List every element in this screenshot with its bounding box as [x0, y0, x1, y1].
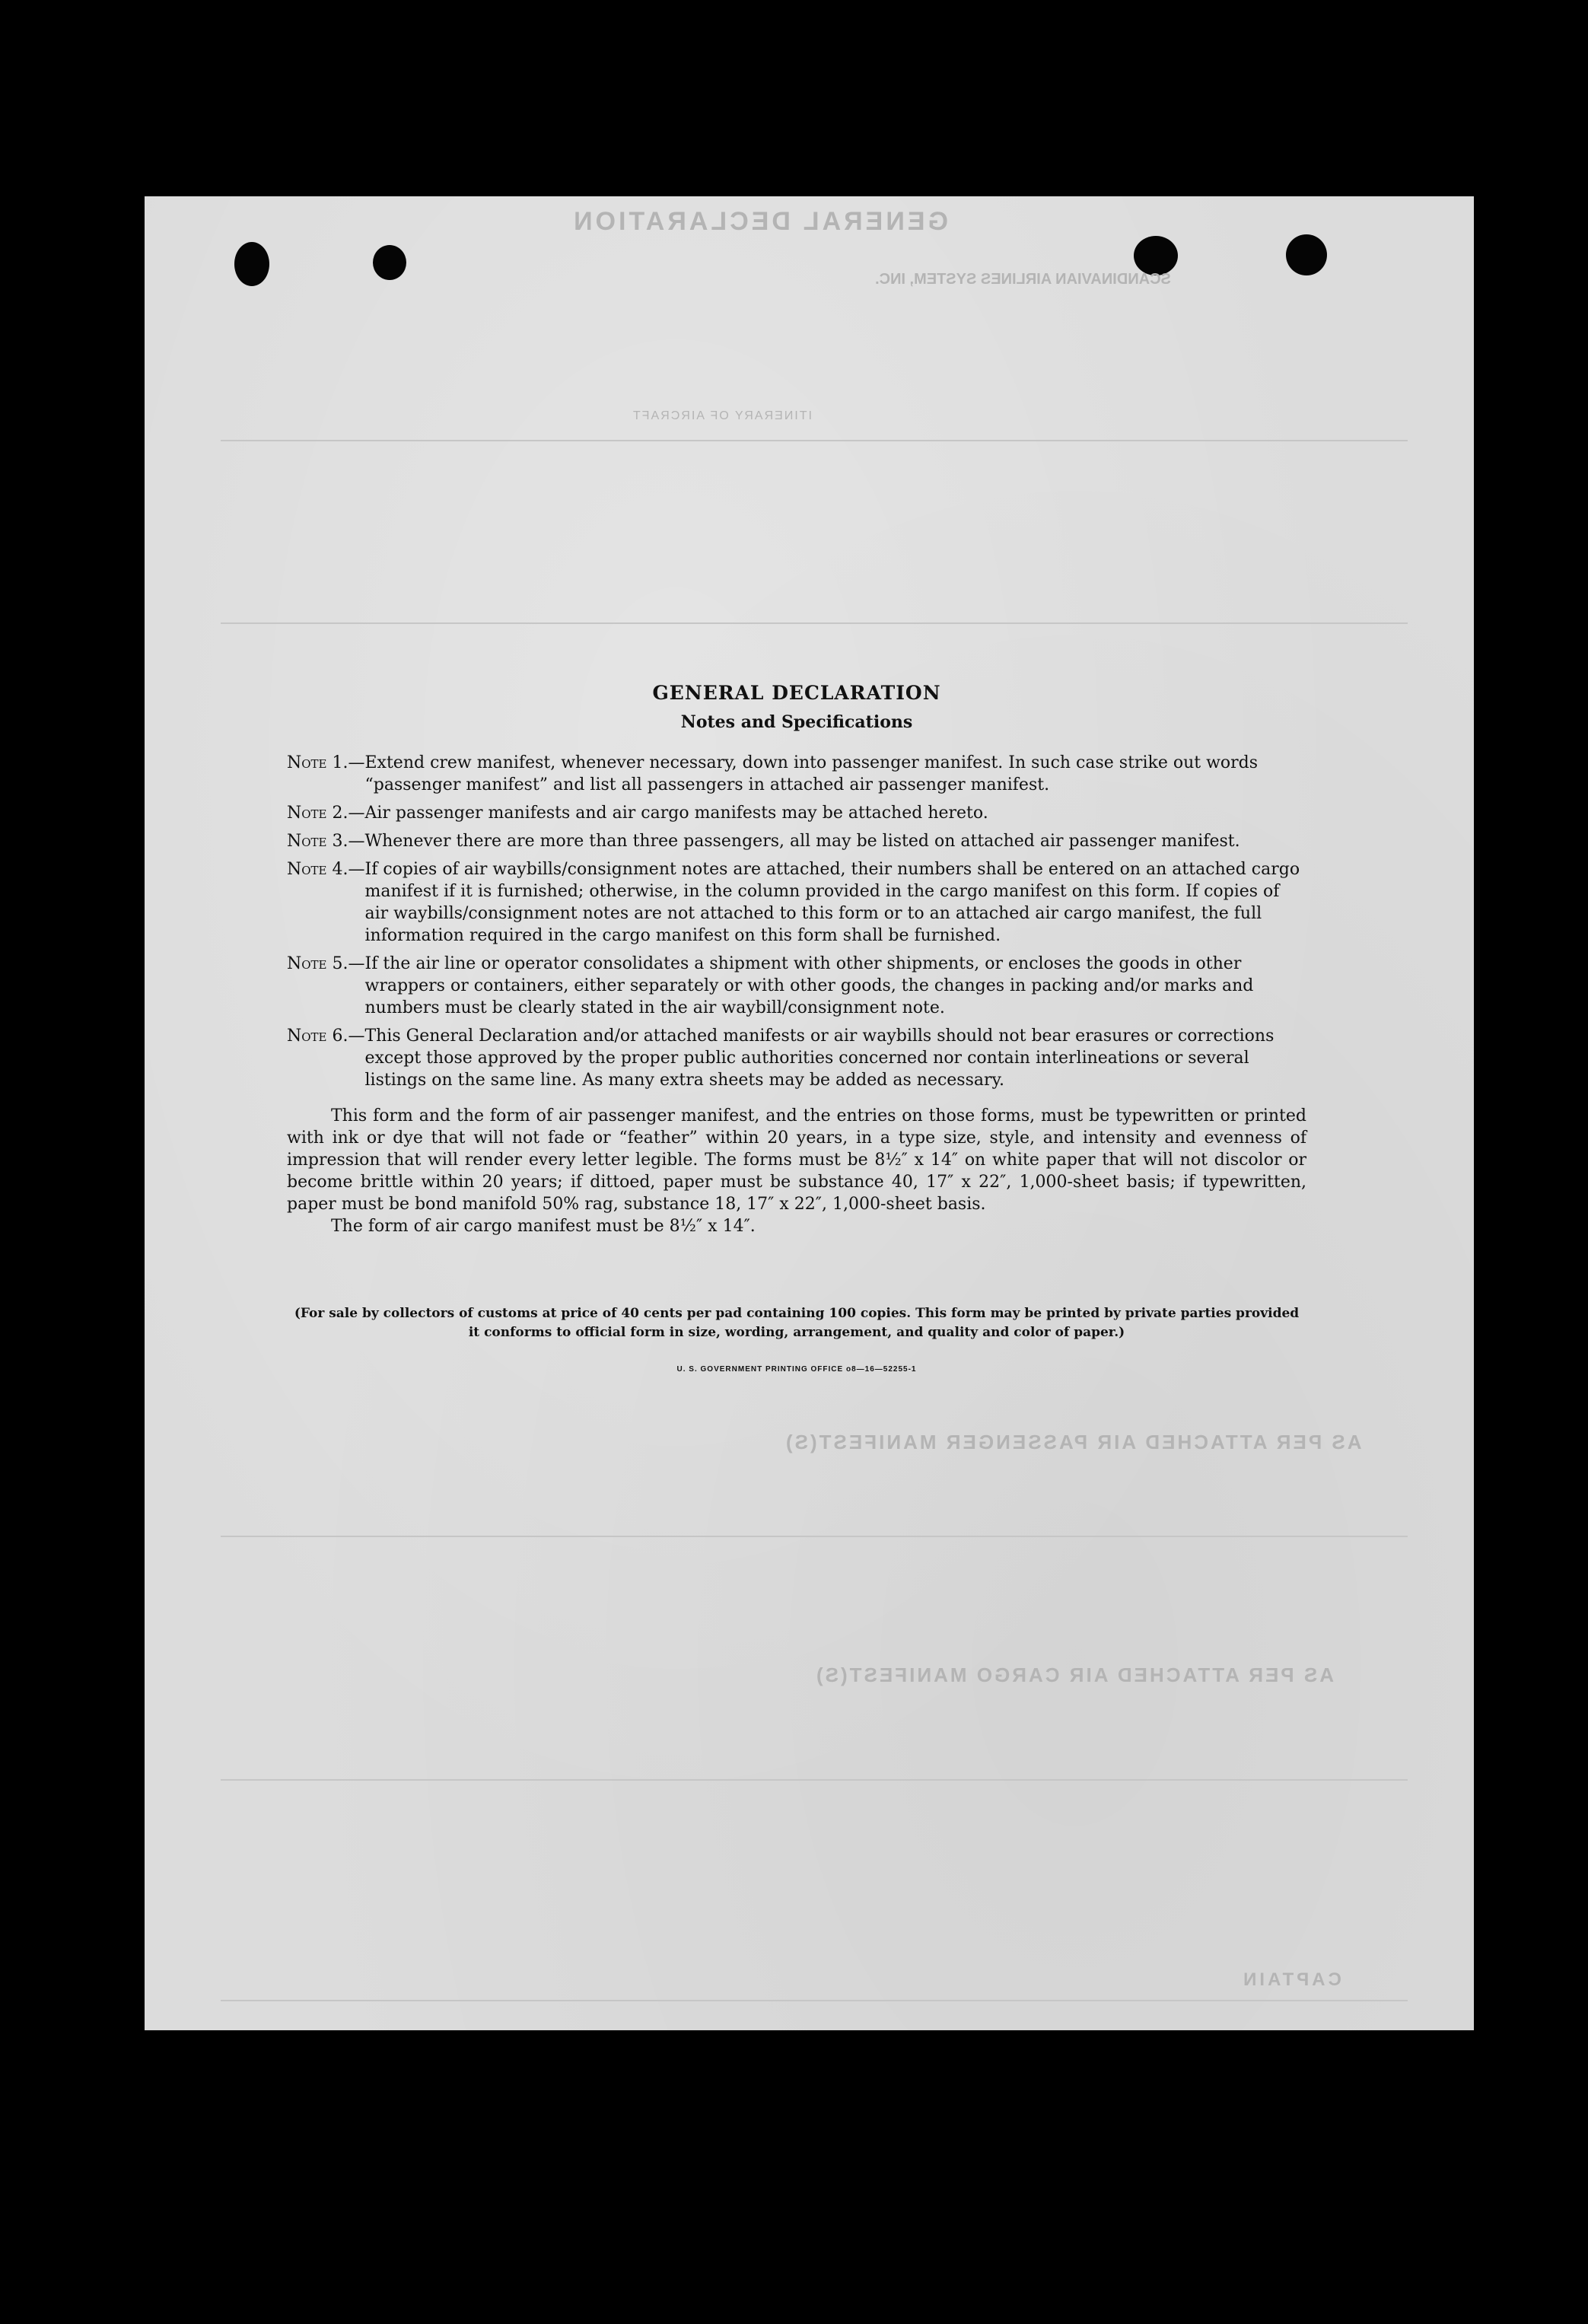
bleed-through-header-title: GENERAL DECLARATION: [571, 207, 948, 236]
document-subtitle: Notes and Specifications: [680, 712, 913, 732]
note-6: [287, 1025, 1306, 1091]
note-text: Air passenger manifests and air cargo manifests may be attached hereto.: [364, 804, 988, 823]
bleed-through-airline-line: SCANDINAVIAN AIRLINES SYSTEM, INC.: [875, 271, 1171, 288]
bleed-through-rule: [221, 2000, 1408, 2001]
note-5: [287, 953, 1306, 1019]
note-text: Whenever there are more than three passengers, all may be listed on attached air passenger manifest.: [364, 832, 1240, 851]
note-label: Note 2.—: [287, 804, 365, 823]
cargo-manifest-size-line: The form of air cargo manifest must be 8½″ x 14″.: [331, 1217, 756, 1236]
bleed-through-passenger-stamp: AS PER ATTACHED AIR PASSENGER MANIFEST(S): [784, 1431, 1362, 1453]
punch-hole-right-center: [1134, 236, 1178, 275]
note-label: Note 3.—: [287, 832, 365, 851]
note-label: Note 4.—: [287, 860, 365, 879]
bleed-through-itinerary-section: ITINERARY OF AIRCRAFT: [632, 409, 812, 422]
bleed-through-rule: [221, 622, 1408, 624]
bleed-through-rule: [221, 1779, 1408, 1781]
note-label: Note 1.—: [287, 753, 365, 772]
document-title: GENERAL DECLARATION: [652, 682, 941, 704]
punch-hole-left: [234, 242, 269, 286]
note-text: If the air line or operator consolidates a shipment with other shipments, or encloses the goods in other wrappers or containers, either separately or with other goods, the changes in packing and/or marks and numbers must be clearly stated in the air waybill/consignment note.: [364, 954, 1254, 1017]
note-3: [287, 830, 1306, 852]
bleed-through-cargo-stamp: AS PER ATTACHED AIR CARGO MANIFEST(S): [814, 1663, 1334, 1686]
bleed-through-rule: [221, 1536, 1408, 1537]
note-2: [287, 802, 1306, 824]
note-text: Extend crew manifest, whenever necessary, down into passenger manifest. In such case strike out words “passenger manifest” and list all passengers in attached air passenger manifest.: [364, 753, 1259, 794]
bleed-through-rule: [221, 440, 1408, 441]
note-label: Note 6.—: [287, 1027, 365, 1046]
specification-paragraph: This form and the form of air passenger manifest, and the entries on those forms, must be typewritten or printed with ink or dye that will not fade or “feather” within 20 years, in a type size, style, and intensity and evenness of impression that will render every letter legible. The forms must be 8½″ x 14″ on white paper that will not discolor or become brittle within 20 years; if dittoed, paper must be substance 40, 17″ x 22″, 1,000-sheet basis; if typewritten, paper must be bond manifold 50% rag, substance 18, 17″ x 22″, 1,000-sheet basis.: [287, 1106, 1306, 1214]
printer-imprint: U. S. GOVERNMENT PRINTING OFFICE o8—16—52255-1: [676, 1365, 917, 1374]
punch-hole-left-center: [373, 245, 406, 280]
note-text: If copies of air waybills/consignment notes are attached, their numbers shall be entered on an attached cargo manifest if it is furnished; otherwise, in the column provided in the cargo manifest on this form. If copies of air waybills/consignment notes are not attached to this form or to an attached air cargo manifest, the full information required in the cargo manifest on this form shall be furnished.: [364, 860, 1300, 945]
notes-and-specifications: [287, 682, 1306, 1374]
note-text: This General Declaration and/or attached manifests or air waybills should not bear erasures or corrections except those approved by the proper public authorities concerned nor contain interlineations or several listings on the same line. As many extra sheets may be added as necessary.: [364, 1027, 1275, 1090]
bleed-through-captain-label: CAPTAIN: [1240, 1969, 1341, 1990]
note-label: Note 5.—: [287, 954, 365, 973]
sale-notice: (For sale by collectors of customs at price of 40 cents per pad containing 100 copies. This form may be printed by private parties provided it conforms to official form in size, wording, arrangement, and quality and color of paper.): [294, 1306, 1300, 1340]
punch-hole-right: [1286, 234, 1327, 275]
document-sheet: [145, 196, 1474, 2030]
note-1: [287, 752, 1306, 796]
note-4: [287, 858, 1306, 947]
